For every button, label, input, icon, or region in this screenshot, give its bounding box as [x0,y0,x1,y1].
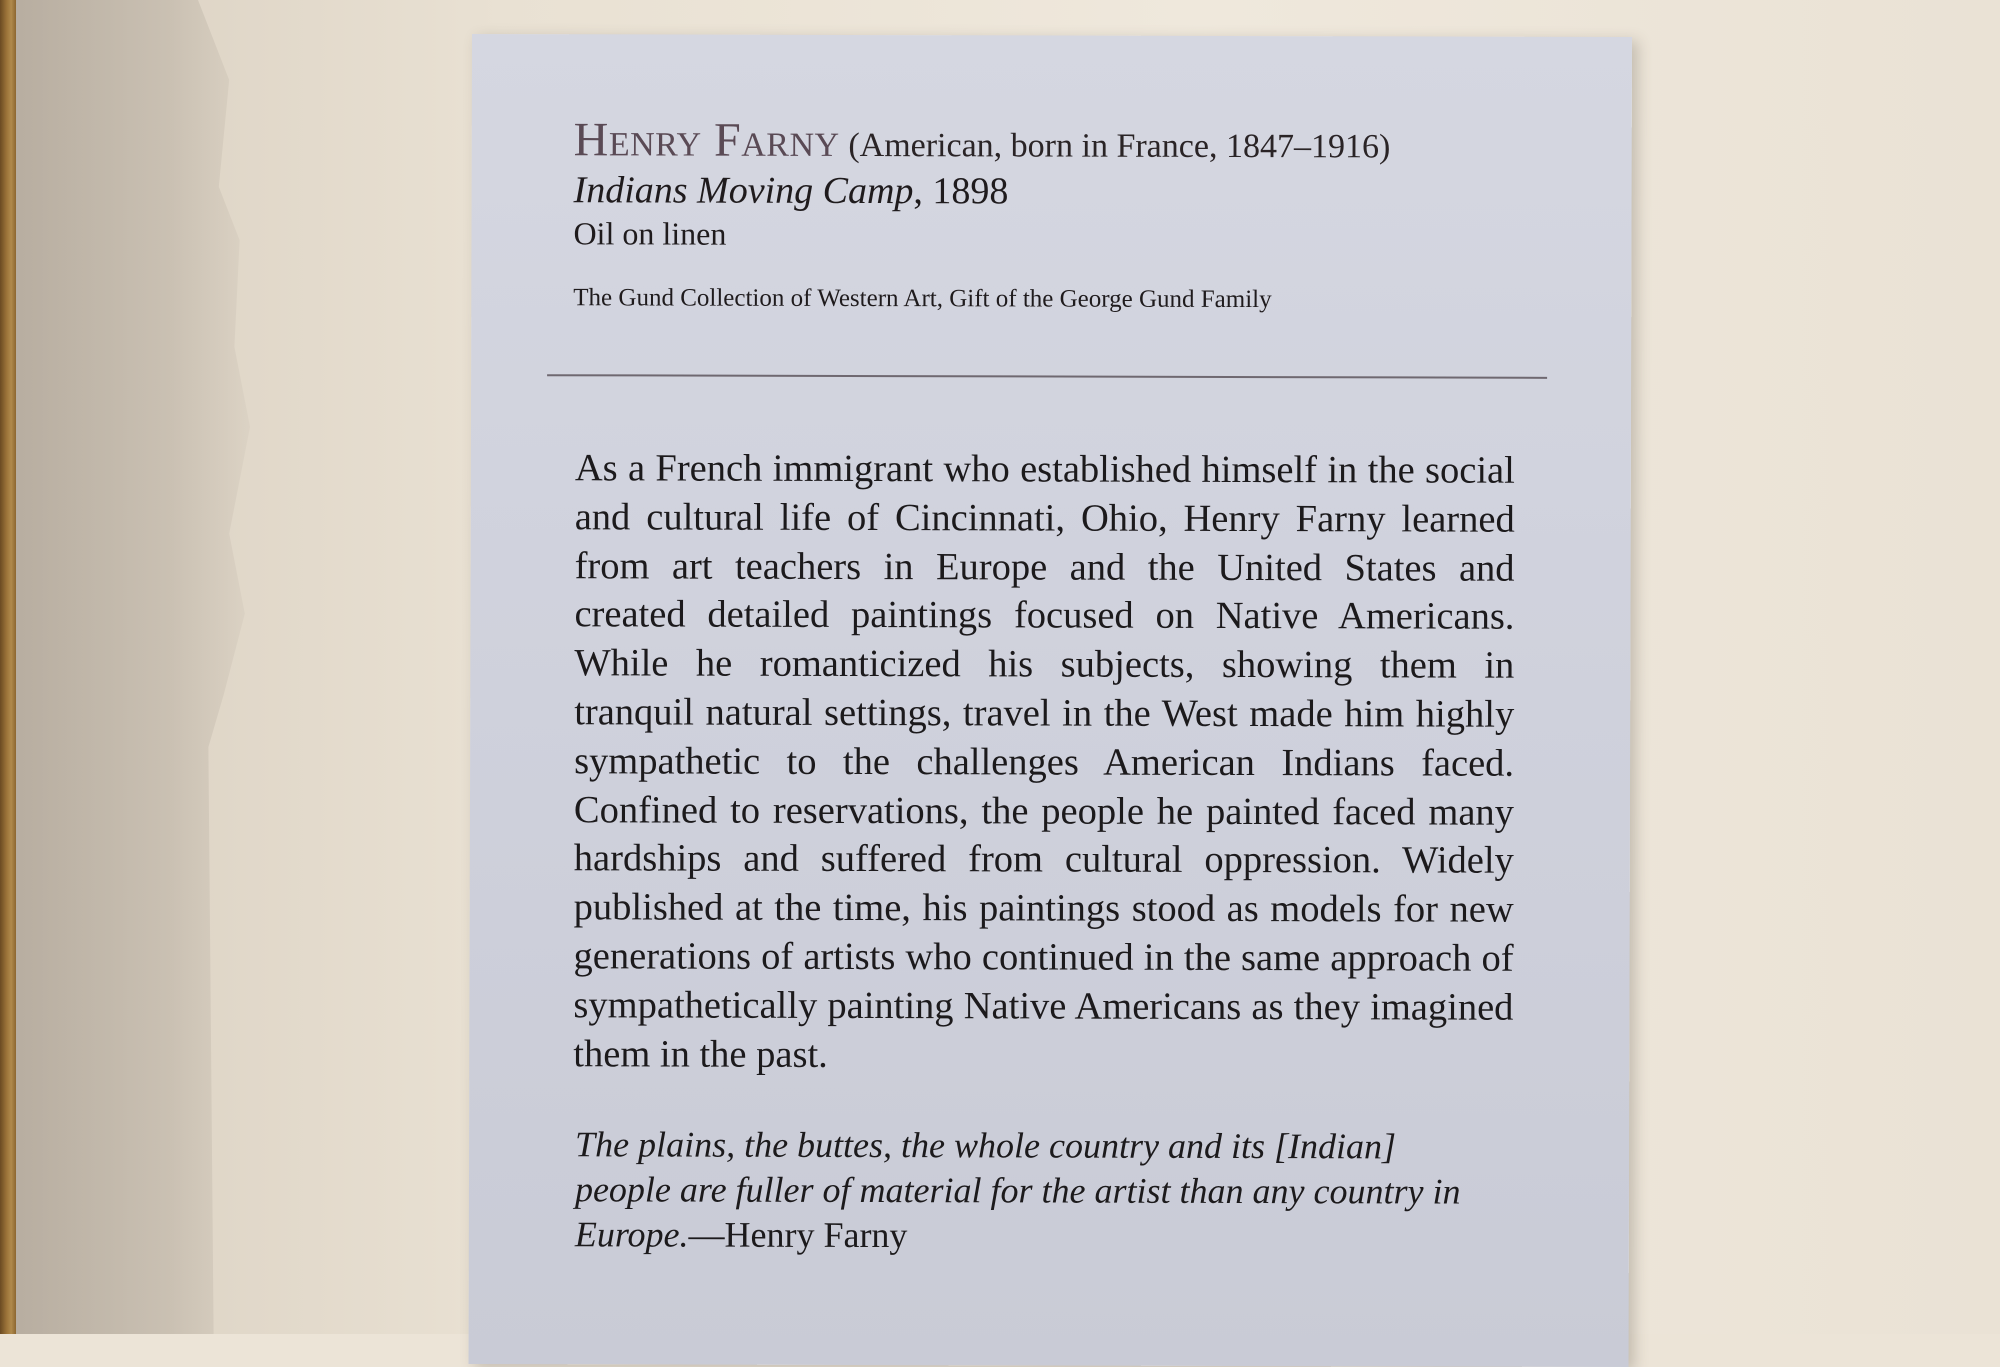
quote-attribution: —Henry Farny [688,1214,908,1256]
divider-rule [547,374,1547,379]
artist-quote [575,1122,1495,1259]
label-header [573,113,1534,318]
artist-nationality-dates: (American, born in France, 1847–1916) [848,126,1391,166]
description-paragraph: As a French immigrant who established himself in the social and cultural life of Cincinnati, Ohio, Henry Farny learned from art teachers in Europe and the United States and created detailed paintings focused on Native Americans. While he romanticized his subjects, showing them in tranquil natural settings, travel in the West made him highly sympathetic to the challenges American Indians faced. Confined to reservations, the people he painted faced many hardships and suffered from cultural oppression. Widely published at the time, his paintings stood as models for new generations of artists who continued in the same approach of sympathetically painting Native Americans as they imagined them in the past. [573,447,1515,1076]
work-line [574,167,1534,216]
medium: Oil on linen [573,215,727,252]
credit-line: The Gund Collection of Western Art, Gift of the George Gund Family [573,284,1272,314]
artist-name: Henry Farny [573,113,840,167]
picture-frame-edge [0,0,16,1334]
museum-label-placard [469,34,1632,1367]
work-year: , 1898 [913,170,1009,213]
quote-text: The plains, the buttes, the whole country and its [Indian] people are fuller of material for the artist than any country in Europe. [574,1124,1461,1255]
artist-line [573,113,1534,170]
work-title: Indians Moving Camp [573,169,914,213]
